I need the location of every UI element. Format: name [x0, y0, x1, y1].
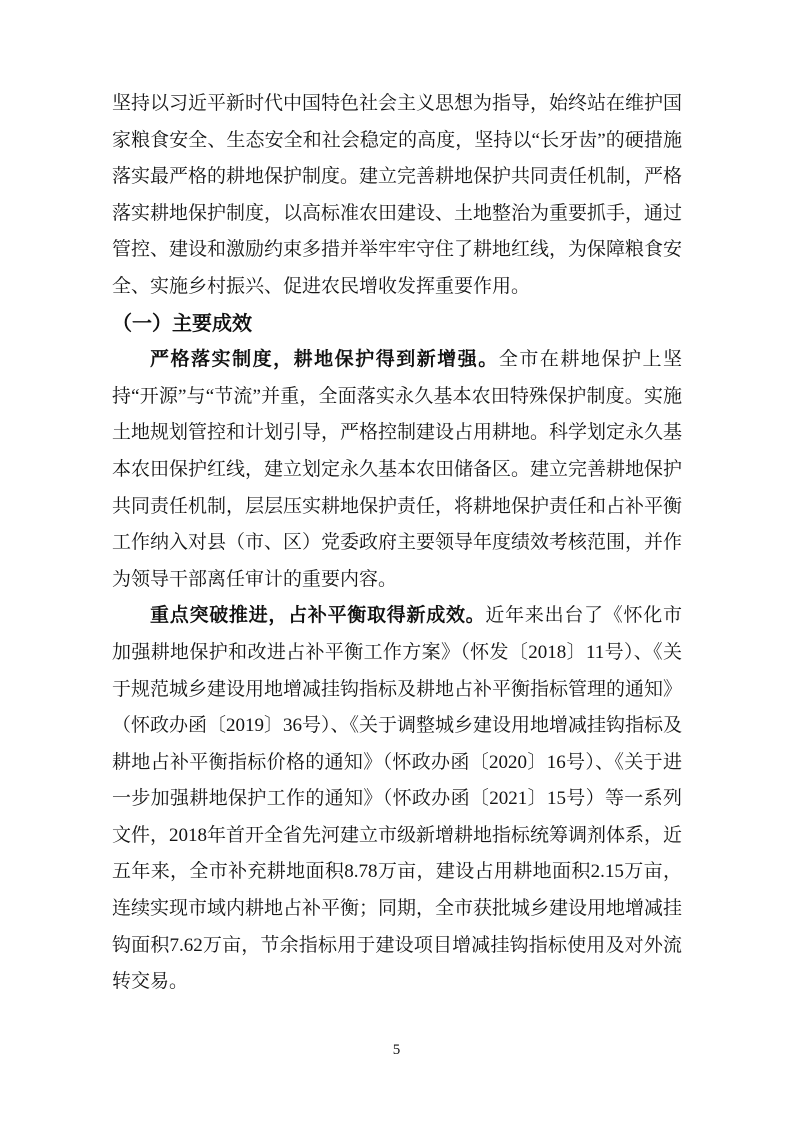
continuation-paragraph: 坚持以习近平新时代中国特色社会主义思想为指导，始终站在维护国家粮食安全、生态安全和社会稳定的高度，坚持以“长牙齿”的硬措施落实最严格的耕地保护制度。建立完善耕地保护共同责任机制，严格落实耕地保护制度，以高标准农田建设、土地整治为重要抓手，通过管控、建设和激励约束多措并举牢牢守住了耕地红线，为保障粮食安全、实施乡村振兴、促进农民增收发挥重要作用。 — [112, 93, 683, 297]
paragraph-body-text: 全市在耕地保护上坚持“开源”与“节流”并重，全面落实永久基本农田特殊保护制度。实施土地规划管控和计划引导，严格控制建设占用耕地。科学划定永久基本农田保护红线，建立划定永久基本农田储备区。建立完善耕地保护共同责任机制，层层压实耕地保护责任，将耕地保护责任和占补平衡工作纳入对县（市、区）党委政府主要领导年度绩效考核范围，并作为领导干部离任审计的重要内容。 — [112, 349, 683, 590]
document-text-block — [112, 86, 682, 1001]
paragraph-body-text: 近年来出台了《怀化市加强耕地保护和改进占补平衡工作方案》（怀发〔2018〕11号）、《关于规范城乡建设用地增减挂钩指标及耕地占补平衡指标管理的通知》（怀政办函〔2019〕36号）、《关于调整城乡建设用地增减挂钩指标及耕地占补平衡指标价格的通知》（怀政办函〔2020〕16号）、《关于进一步加强耕地保护工作的通知》（怀政办函〔2021〕15号）等一系列文件，2018年首开全省先河建立市级新增耕地指标统筹调剂体系，近五年来，全市补充耕地面积8.78万亩，建设占用耕地面积2.15万亩，连续实现市域内耕地占补平衡；同期，全市获批城乡建设用地增减挂钩面积7.62万亩，节余指标用于建设项目增减挂钩指标使用及对外流转交易。 — [112, 605, 683, 993]
paragraph-achievement-1 — [112, 342, 682, 598]
paragraph-achievement-2 — [112, 598, 682, 1001]
paragraph-lead-bold: 严格落实制度，耕地保护得到新增强。 — [150, 349, 499, 371]
section-heading: （一）主要成效 — [112, 312, 252, 335]
paragraph-lead-bold: 重点突破推进，占补平衡取得新成效。 — [150, 605, 486, 627]
page-number: 5 — [392, 1042, 401, 1058]
